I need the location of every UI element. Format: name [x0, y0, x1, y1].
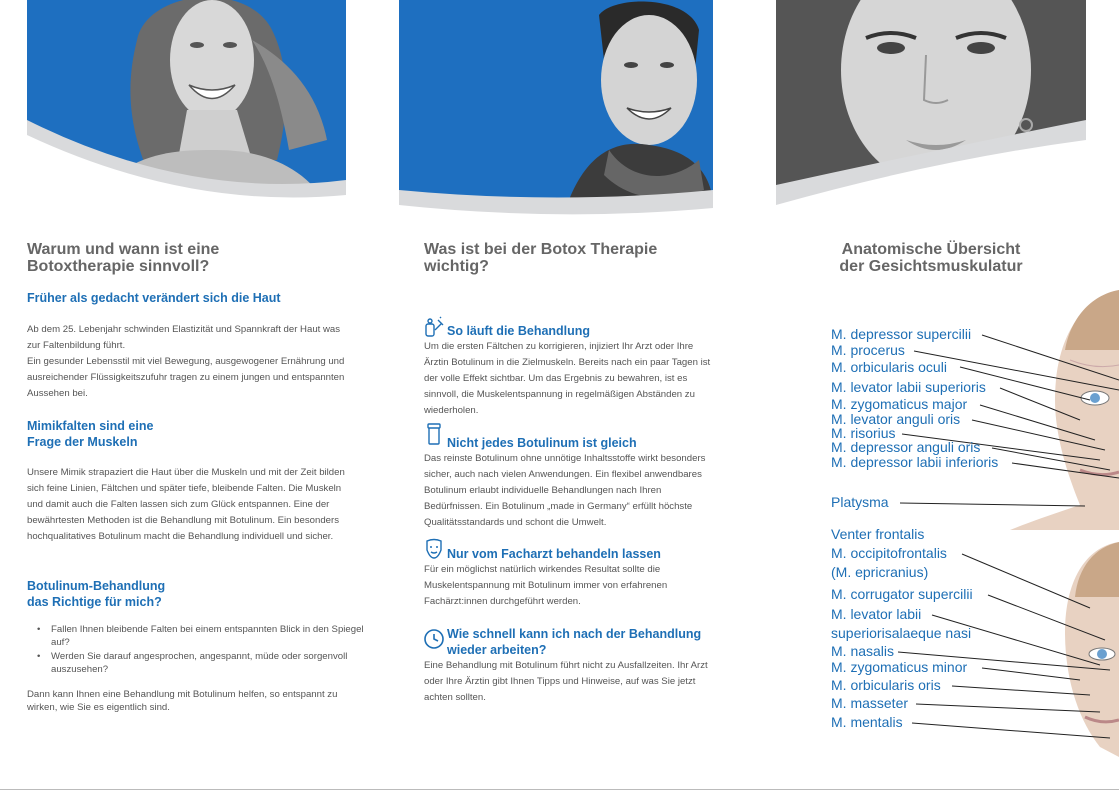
col2-item2-text: Das reinste Botulinum ohne unnötige Inhaltsstoffe wirkt besonders sicher, auch nach vielen Anwendungen. Ein flexibel anwendbares Botulinum erlaubt individuelle Behandlungen nach Ihren Bedürfnissen. Ein Botulinum „made in Germany“ erfüllt höchste Qualitätsstandards und schont die Umwelt.	[424, 453, 706, 528]
col1-section2-heading-line1: Mimikfalten sind eine	[27, 419, 154, 433]
col1-section3-heading-line1: Botulinum-Behandlung	[27, 579, 166, 593]
list-item: • Werden Sie darauf angesprochen, angespannt, müde oder sorgenvoll auszusehen?	[51, 650, 369, 676]
col2-item1-text: Um die ersten Fältchen zu korrigieren, injiziert Ihr Arzt oder Ihre Ärztin Botulinum in die Zielmuskeln. Bereits nach ein paar Tagen ist der volle Effekt sichtbar. Um das Ergebnis zu bewahren, ist es sinnvoll, die Muskelentspannung in regelmäßigen Abständen zu wiederholen.	[424, 341, 711, 416]
col2-item4-heading: Wie schnell kann ich nach der Behandlung wieder arbeiten?	[447, 627, 702, 657]
label-zygomaticus-minor: M. zygomaticus minor	[831, 659, 968, 675]
label-epricranius: (M. epricranius)	[831, 564, 929, 580]
label-levator-labii: M. levator labii	[831, 606, 922, 622]
label-platysma: Platysma	[831, 494, 889, 510]
col2-item2-heading: Nicht jedes Botulinum ist gleich	[447, 436, 637, 450]
label-masseter: M. masseter	[831, 695, 909, 711]
col2-item3-heading: Nur vom Facharzt behandeln lassen	[447, 547, 661, 561]
label-depressor-labii-inferioris: M. depressor labii inferioris	[831, 454, 999, 470]
label-corrugator-supercilii: M. corrugator supercilii	[831, 586, 973, 602]
label-superiorisalaeque-nasi: superiorisalaeque nasi	[831, 625, 972, 641]
col2-item4-text: Eine Behandlung mit Botulinum führt nicht zu Ausfallzeiten. Ihr Arzt oder Ihre Ärztin gibt Ihnen Tipps und Hinweise, auf was Sie jetzt achten sollten.	[424, 660, 708, 703]
label-occipitofrontalis: M. occipitofrontalis	[831, 545, 947, 561]
label-levator-labii-superioris: M. levator labii superioris	[831, 379, 986, 395]
label-venter-frontalis: Venter frontalis	[831, 526, 925, 542]
list-item: • Fallen Ihnen bleibende Falten bei einem entspannten Blick in den Spiegel auf?	[51, 623, 369, 649]
label-zygomaticus-major: M. zygomaticus major	[831, 396, 968, 412]
label-risorius: M. risorius	[831, 425, 896, 441]
label-depressor-supercilii: M. depressor supercilii	[831, 326, 972, 342]
col3-title-line1: Anatomische Übersicht	[841, 241, 1021, 258]
label-levator-anguli-oris: M. levator anguli oris	[831, 411, 961, 427]
col1-section2-text: Unsere Mimik strapaziert die Haut über die Muskeln und mit der Zeit bilden sich feine Linien, Fältchen und später tiefe, bleibende Falten. Die Muskeln und damit auch die Falten lassen sich zum Glück entspannen. Eine der bewährtesten Methoden ist die Behandlung mit Botulinum. Ein besonders hochqualitatives Botulinum macht die Behandlung individuell und sicher.	[27, 467, 345, 542]
col1-section1-text2: Ein gesunder Lebensstil mit viel Bewegung, ausgewogener Ernährung und ausreichender Flüssigkeitszufuhr tragen zu einem jungen und entspannten Aussehen bei.	[27, 356, 345, 399]
col2-item3-text: Für ein möglichst natürlich wirkendes Resultat sollte die Muskelentspannung mit Botulinum immer von erfahrenen Fachärzt:innen durchgeführt werden.	[424, 564, 668, 607]
label-mentalis: M. mentalis	[831, 714, 903, 730]
col3-title-line2: der Gesichtsmuskulatur	[839, 258, 1023, 275]
col1-section2-heading-line2: Frage der Muskeln	[27, 435, 138, 449]
col1-section3-text: Dann kann Ihnen eine Behandlung mit Botulinum helfen, so entspannt zu wirken, wie Sie es eigentlich sind.	[27, 689, 338, 713]
col1-section3-heading-line2: das Richtige für mich?	[27, 595, 162, 609]
label-orbicularis-oculi: M. orbicularis oculi	[831, 359, 947, 375]
page-bottom-rule	[0, 789, 1119, 790]
col1-section1-heading: Früher als gedacht verändert sich die Haut	[27, 291, 281, 305]
col2-title: Was ist bei der Botox Therapie wichtig?	[424, 241, 658, 275]
label-orbicularis-oris: M. orbicularis oris	[831, 677, 941, 693]
col1-section1-text1: Ab dem 25. Lebenjahr schwinden Elastizität und Spannkraft der Haut was zur Faltenbildung führt.	[27, 324, 341, 351]
col2-item1-heading: So läuft die Behandlung	[447, 324, 591, 338]
label-nasalis: M. nasalis	[831, 643, 895, 659]
label-depressor-anguli-oris: M. depressor anguli oris	[831, 439, 981, 455]
col1-title: Warum und wann ist eine Botoxtherapie sinnvoll?	[27, 241, 220, 275]
label-procerus: M. procerus	[831, 342, 905, 358]
